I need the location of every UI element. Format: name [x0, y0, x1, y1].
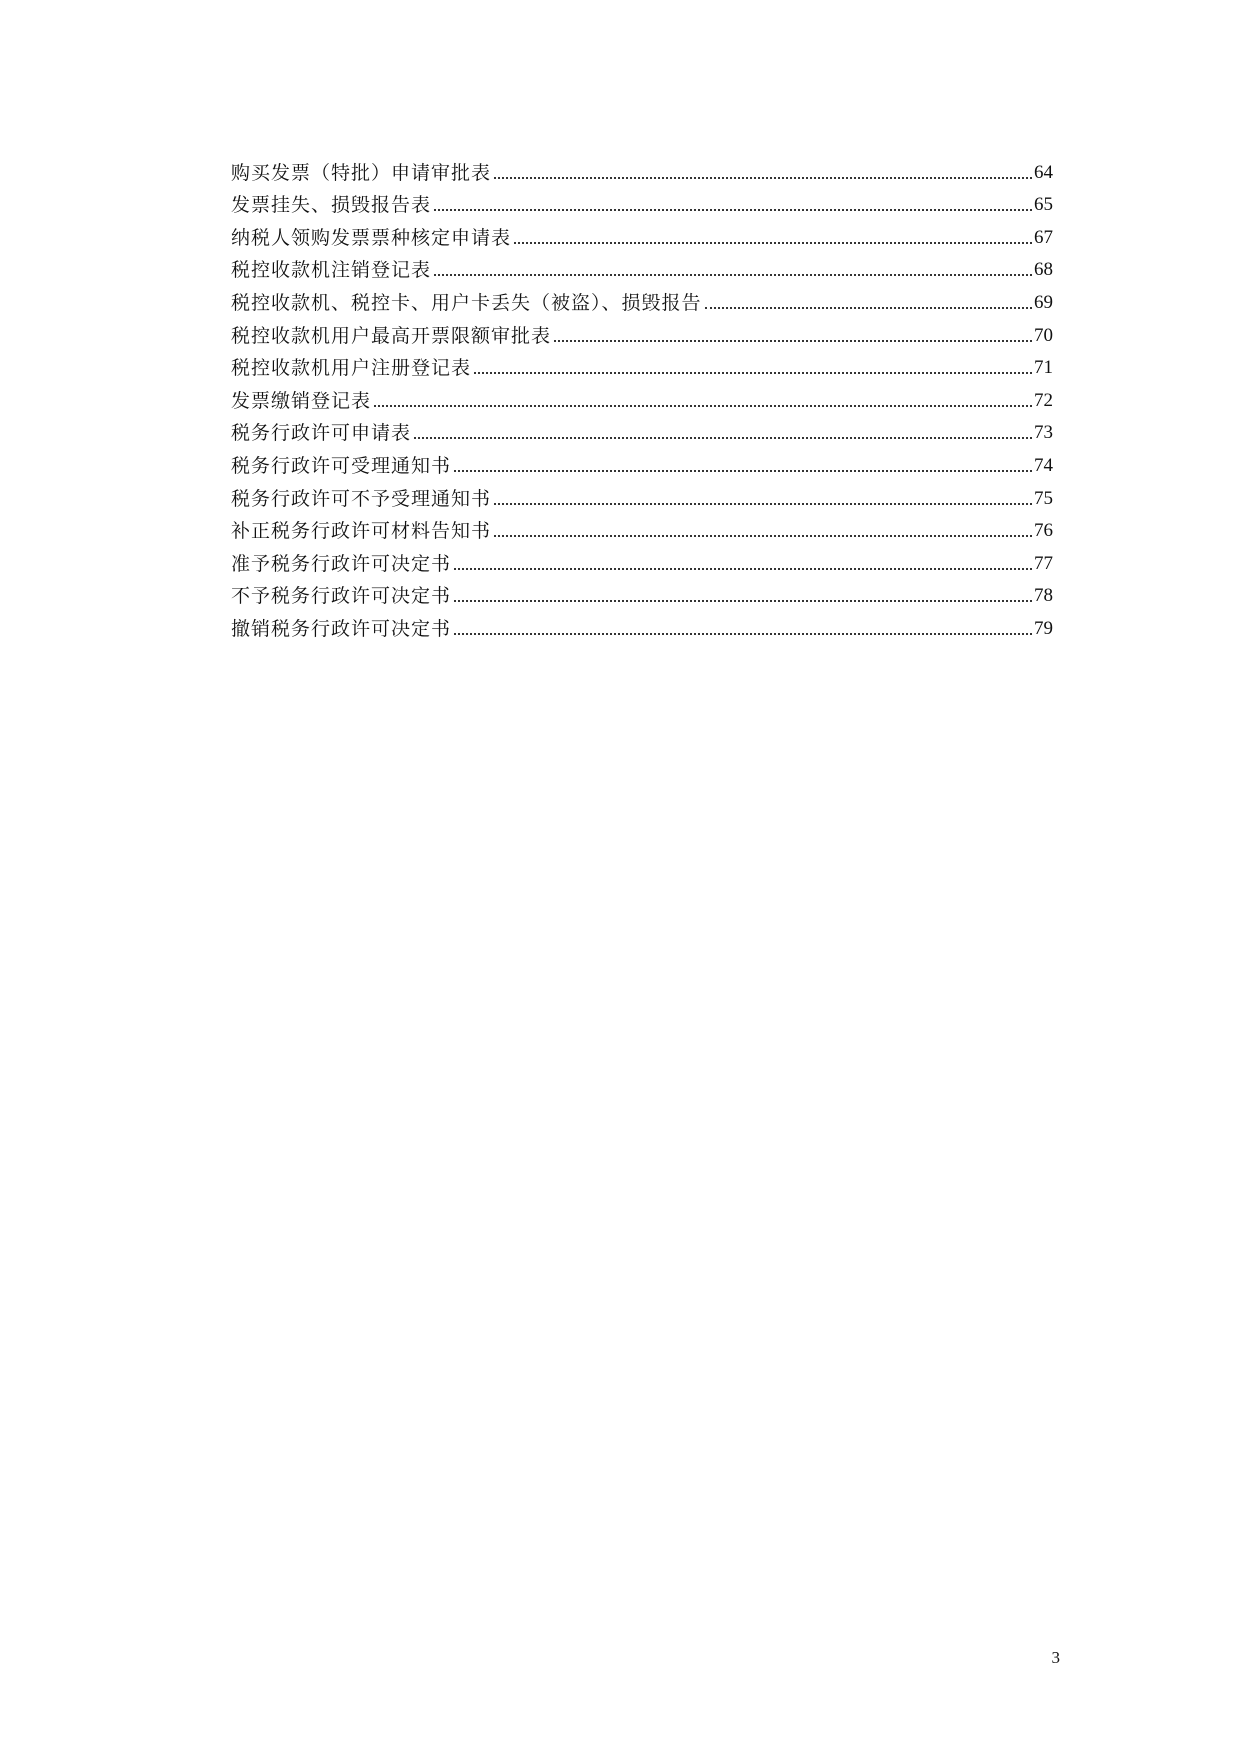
toc-entry-page: 70 — [1034, 324, 1053, 346]
toc-entry-title: 不予税务行政许可决定书 — [231, 585, 452, 608]
toc-entry-page: 78 — [1034, 585, 1053, 607]
toc-entry — [231, 510, 1053, 543]
toc-dot-leader — [494, 177, 1032, 179]
toc-entry-page: 72 — [1034, 389, 1053, 411]
table-of-contents — [231, 151, 1053, 640]
toc-entry-title: 纳税人领购发票票种核定申请表 — [231, 226, 512, 249]
toc-entry-title: 补正税务行政许可材料告知书 — [231, 520, 492, 543]
toc-entry-title: 税控收款机、税控卡、用户卡丢失（被盗）、损毁报告 — [231, 291, 702, 314]
toc-entry-title: 税务行政许可申请表 — [231, 422, 412, 445]
toc-entry-page: 69 — [1034, 291, 1053, 313]
toc-entry — [231, 347, 1053, 380]
toc-dot-leader — [434, 209, 1032, 211]
toc-dot-leader — [474, 372, 1032, 374]
toc-dot-leader — [454, 568, 1032, 570]
toc-entry-page: 77 — [1034, 552, 1053, 574]
toc-entry-title: 发票挂失、损毁报告表 — [231, 194, 432, 217]
toc-entry-page: 68 — [1034, 259, 1053, 281]
toc-dot-leader — [705, 307, 1032, 309]
toc-dot-leader — [454, 633, 1032, 635]
toc-entry-title: 税务行政许可受理通知书 — [231, 454, 452, 477]
toc-entry-page: 73 — [1034, 422, 1053, 444]
toc-entry-title: 税务行政许可不予受理通知书 — [231, 487, 492, 510]
toc-entry-page: 79 — [1034, 617, 1053, 639]
toc-entry-title: 撤销税务行政许可决定书 — [231, 617, 452, 640]
toc-entry-title: 发票缴销登记表 — [231, 389, 372, 412]
toc-dot-leader — [554, 340, 1032, 342]
toc-entry — [231, 249, 1053, 282]
toc-dot-leader — [494, 535, 1032, 537]
toc-entry-page: 75 — [1034, 487, 1053, 509]
toc-entry-title: 税控收款机注销登记表 — [231, 259, 432, 282]
toc-dot-leader — [454, 600, 1032, 602]
toc-entry-title: 税控收款机用户最高开票限额审批表 — [231, 324, 552, 347]
page-number: 3 — [1051, 1648, 1060, 1667]
toc-entry — [231, 314, 1053, 347]
toc-entry-title: 准予税务行政许可决定书 — [231, 552, 452, 575]
toc-dot-leader — [454, 470, 1032, 472]
toc-dot-leader — [414, 437, 1032, 439]
toc-entry — [231, 216, 1053, 249]
toc-entry-page: 71 — [1034, 357, 1053, 379]
toc-entry-page: 74 — [1034, 454, 1053, 476]
toc-entry — [231, 379, 1053, 412]
toc-dot-leader — [434, 274, 1032, 276]
toc-entry — [231, 607, 1053, 640]
toc-entry — [231, 281, 1053, 314]
toc-entry — [231, 151, 1053, 184]
toc-entry — [231, 542, 1053, 575]
toc-entry-page: 67 — [1034, 226, 1053, 248]
toc-entry — [231, 444, 1053, 477]
toc-dot-leader — [494, 503, 1032, 505]
toc-dot-leader — [374, 405, 1032, 407]
toc-entry-page: 76 — [1034, 520, 1053, 542]
toc-entry-title: 税控收款机用户注册登记表 — [231, 357, 472, 380]
toc-entry-page: 64 — [1034, 161, 1053, 183]
toc-entry — [231, 477, 1053, 510]
toc-entry — [231, 575, 1053, 608]
toc-dot-leader — [514, 242, 1032, 244]
toc-entry-page: 65 — [1034, 194, 1053, 216]
toc-entry — [231, 412, 1053, 445]
toc-entry-title: 购买发票（特批）申请审批表 — [231, 161, 492, 184]
toc-entry — [231, 184, 1053, 217]
